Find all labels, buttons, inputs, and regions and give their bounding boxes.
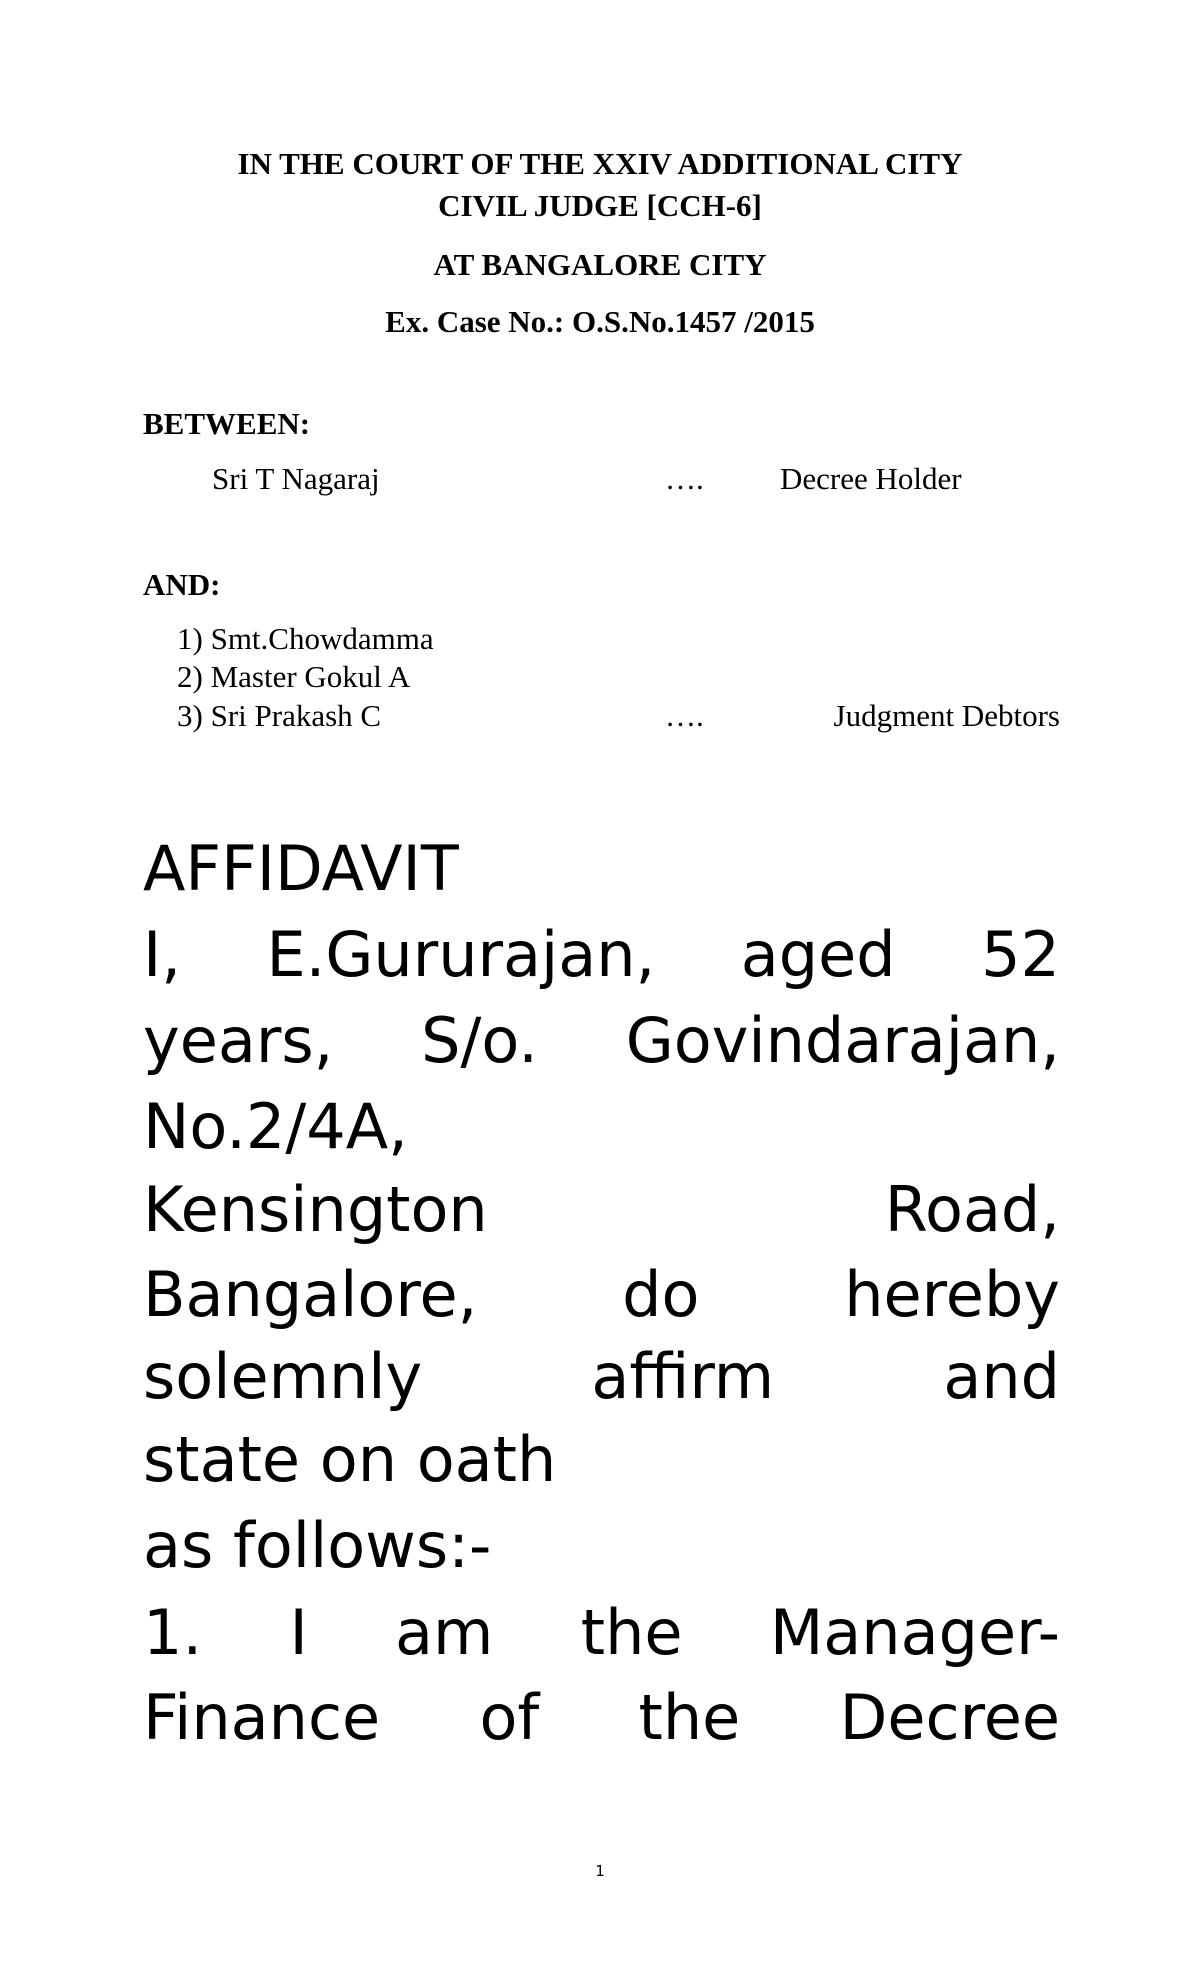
debtor-3: 3) Sri Prakash C bbox=[177, 698, 382, 733]
affidavit-line: state on oath bbox=[143, 1423, 557, 1496]
page-number: 1 bbox=[595, 1862, 605, 1880]
debtors-role: Judgment Debtors bbox=[833, 698, 1060, 733]
decree-holder-dots: …. bbox=[665, 461, 704, 496]
affidavit-line: No.2/4A, bbox=[143, 1090, 408, 1163]
affidavit-line: I, E.Gururajan, aged 52 bbox=[143, 918, 1060, 991]
case-number: Ex. Case No.: O.S.No.1457 /2015 bbox=[385, 304, 815, 339]
affidavit-line: Bangalore, do hereby bbox=[143, 1258, 1060, 1331]
and-label: AND: bbox=[143, 567, 221, 602]
affidavit-title: AFFIDAVIT bbox=[143, 832, 459, 905]
decree-holder-role: Decree Holder bbox=[780, 461, 962, 496]
debtors-dots: …. bbox=[665, 698, 704, 733]
court-location: AT BANGALORE CITY bbox=[433, 247, 767, 282]
affidavit-line: as follows:- bbox=[143, 1509, 492, 1582]
debtor-1: 1) Smt.Chowdamma bbox=[177, 621, 434, 656]
affidavit-line: solemnly affirm and bbox=[143, 1340, 1060, 1413]
between-label: BETWEEN: bbox=[143, 406, 311, 441]
affidavit-line: years, S/o. Govindarajan, bbox=[143, 1004, 1060, 1077]
affidavit-line: Finance of the Decree bbox=[143, 1681, 1060, 1754]
court-heading-line2: CIVIL JUDGE [CCH-6] bbox=[438, 188, 762, 223]
decree-holder-name: Sri T Nagaraj bbox=[212, 461, 380, 496]
debtor-2: 2) Master Gokul A bbox=[177, 659, 411, 694]
court-heading-line1: IN THE COURT OF THE XXIV ADDITIONAL CITY bbox=[237, 146, 963, 181]
affidavit-line: 1. I am the Manager- bbox=[143, 1596, 1060, 1669]
affidavit-line: Kensington Road, bbox=[143, 1173, 1060, 1246]
